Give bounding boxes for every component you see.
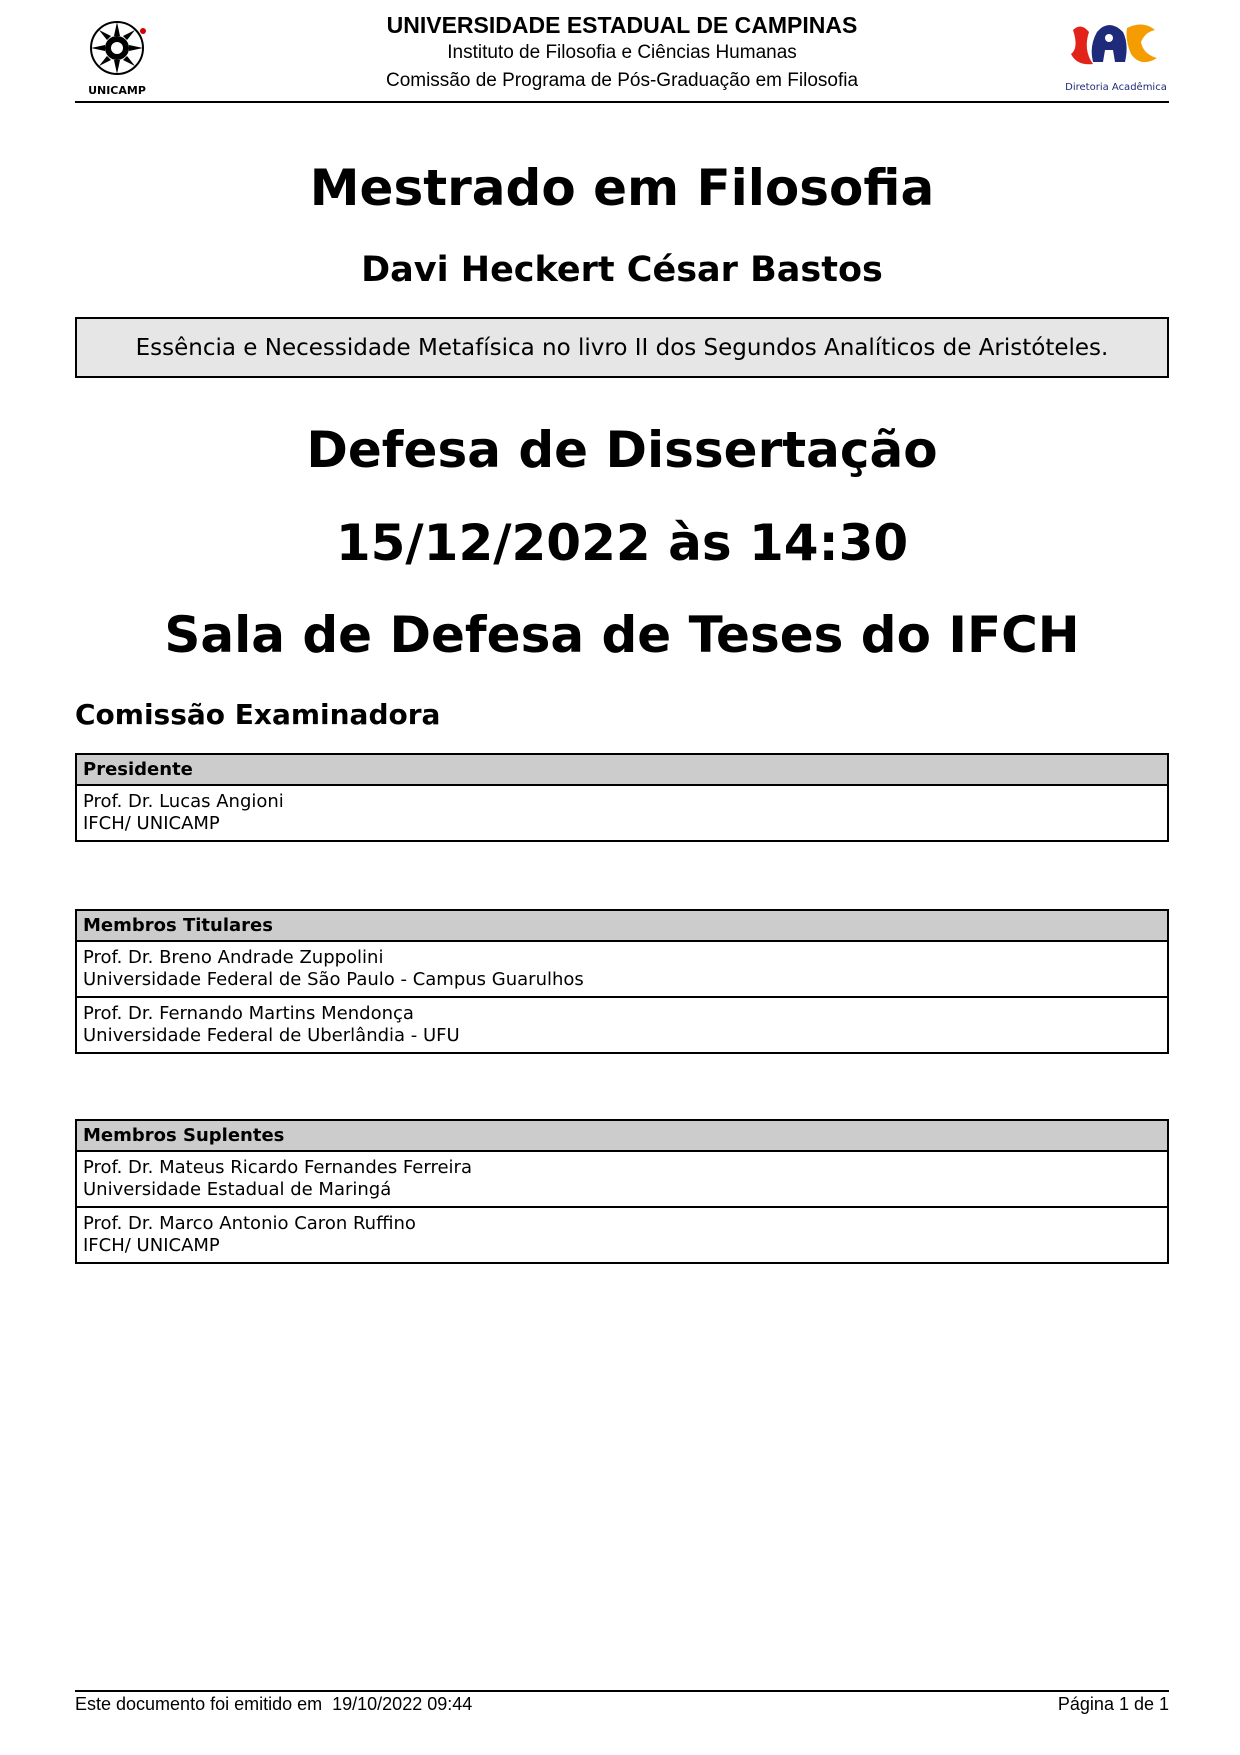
thesis-title: Essência e Necessidade Metafísica no livro II dos Segundos Analíticos de Aristóteles. <box>135 334 1109 361</box>
document-footer <box>75 1690 1169 1714</box>
presidente-table <box>75 753 1169 842</box>
page-number: Página 1 de 1 <box>1057 1694 1169 1714</box>
member-name: Prof. Dr. Lucas Angioni <box>83 791 284 812</box>
member-name: Prof. Dr. Breno Andrade Zuppolini <box>83 947 384 968</box>
event-type: Defesa de Dissertação <box>306 421 938 479</box>
suplentes-table-header: Membros Suplentes <box>77 1121 1167 1152</box>
member-institution: Universidade Federal de São Paulo - Campus Guarulhos <box>83 969 584 990</box>
member-institution: IFCH/ UNICAMP <box>83 1235 220 1256</box>
member-institution: IFCH/ UNICAMP <box>83 813 220 834</box>
event-datetime: 15/12/2022 às 14:30 <box>335 514 909 572</box>
member-institution: Universidade Federal de Uberlândia - UFU <box>83 1025 460 1046</box>
member-name: Prof. Dr. Mateus Ricardo Fernandes Ferreira <box>83 1157 472 1178</box>
titulares-table-header: Membros Titulares <box>77 911 1167 942</box>
table-row <box>77 998 1167 1052</box>
titulares-table <box>75 909 1169 1054</box>
table-row <box>77 1208 1167 1262</box>
unicamp-logo-text: UNICAMP <box>88 84 146 97</box>
program-title: Mestrado em Filosofia <box>309 159 935 217</box>
university-name: UNIVERSIDADE ESTADUAL DE CAMPINAS <box>386 12 858 38</box>
dac-emblem <box>1071 24 1157 64</box>
committee-heading: Comissão Examinadora <box>75 698 441 731</box>
member-name: Prof. Dr. Marco Antonio Caron Ruffino <box>83 1213 416 1234</box>
thesis-title-box <box>75 317 1169 378</box>
unicamp-logo <box>83 18 155 98</box>
table-row <box>77 1152 1167 1208</box>
member-name: Prof. Dr. Fernando Martins Mendonça <box>83 1003 414 1024</box>
event-room: Sala de Defesa de Teses do IFCH <box>164 606 1080 664</box>
dac-logo <box>1063 20 1169 96</box>
header-text-block <box>215 11 1029 95</box>
dac-logo-text: Diretoria Acadêmica <box>1065 82 1167 93</box>
table-row <box>77 786 1167 840</box>
member-institution: Universidade Estadual de Maringá <box>83 1179 392 1200</box>
suplentes-table <box>75 1119 1169 1264</box>
presidente-table-header: Presidente <box>77 755 1167 786</box>
unicamp-emblem <box>91 22 146 74</box>
institute-name: Instituto de Filosofia e Ciências Humanas <box>447 42 797 63</box>
document-header <box>75 8 1169 103</box>
student-name: Davi Heckert César Bastos <box>361 250 883 290</box>
issued-timestamp: Este documento foi emitido em 19/10/2022 09:44 <box>75 1694 473 1714</box>
commission-name: Comissão de Programa de Pós-Graduação em Filosofia <box>385 70 859 91</box>
table-row <box>77 942 1167 998</box>
